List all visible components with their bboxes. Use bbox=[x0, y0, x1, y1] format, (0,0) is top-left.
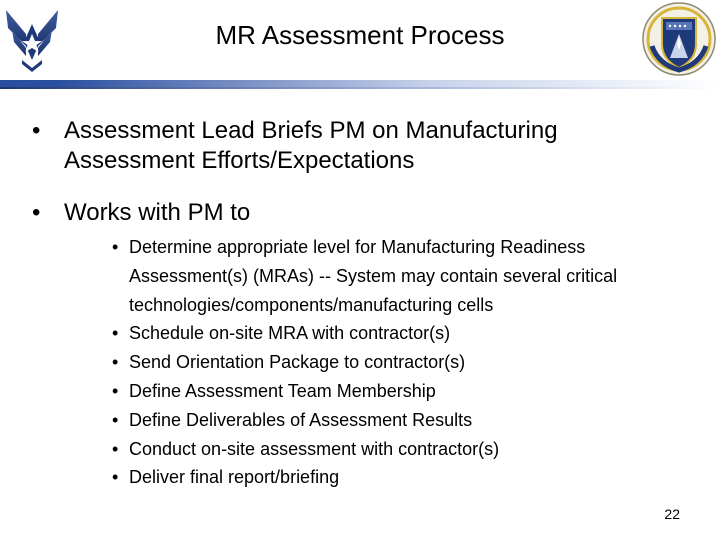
sub-bullet-marker: • bbox=[112, 323, 119, 344]
header-divider-underline bbox=[0, 87, 720, 89]
sub-bullet-text: Deliver final report/briefing bbox=[129, 467, 340, 488]
sub-bullet-list bbox=[112, 233, 682, 492]
bullet-marker: • bbox=[32, 199, 41, 226]
sub-bullet-item bbox=[112, 377, 682, 406]
bullet-assessment-lead bbox=[32, 116, 680, 176]
sub-bullet-text: Schedule on-site MRA with contractor(s) bbox=[129, 323, 451, 344]
sub-bullet-text: Send Orientation Package to contractor(s) bbox=[129, 352, 466, 373]
sub-bullet-item bbox=[112, 319, 682, 348]
sub-bullet-item bbox=[112, 406, 682, 435]
sub-bullet-marker: • bbox=[112, 467, 119, 488]
header-divider bbox=[0, 80, 720, 87]
sub-bullet-marker: • bbox=[112, 409, 119, 430]
bullet-text: Assessment Lead Briefs PM on Manufacturing Assessment Efforts/Expectations bbox=[64, 117, 558, 174]
sub-bullet-text: Conduct on-site assessment with contractor(s) bbox=[129, 438, 500, 459]
sub-bullet-item bbox=[112, 463, 682, 492]
sub-bullet-text: Define Assessment Team Membership bbox=[129, 380, 436, 401]
sub-bullet-marker: • bbox=[112, 380, 119, 401]
sub-bullet-item bbox=[112, 435, 682, 464]
sub-bullet-marker: • bbox=[112, 237, 119, 257]
sub-bullet-text: Define Deliverables of Assessment Results bbox=[129, 409, 473, 430]
bullet-works-with-pm bbox=[32, 198, 680, 228]
sub-bullet-item bbox=[112, 348, 682, 377]
bullet-text: Works with PM to bbox=[64, 199, 251, 226]
slide-title: MR Assessment Process bbox=[215, 20, 505, 50]
page-number: 22 bbox=[664, 506, 680, 522]
bullet-marker: • bbox=[32, 117, 41, 144]
sub-bullet-marker: • bbox=[112, 438, 119, 459]
sub-bullet-marker: • bbox=[112, 352, 119, 373]
sub-bullet-item bbox=[112, 233, 682, 319]
sub-bullet-text: Determine appropriate level for Manufacturing Readiness Assessment(s) (MRAs) -- System may contain several critical technologies/components/manufacturing cells bbox=[129, 237, 618, 315]
